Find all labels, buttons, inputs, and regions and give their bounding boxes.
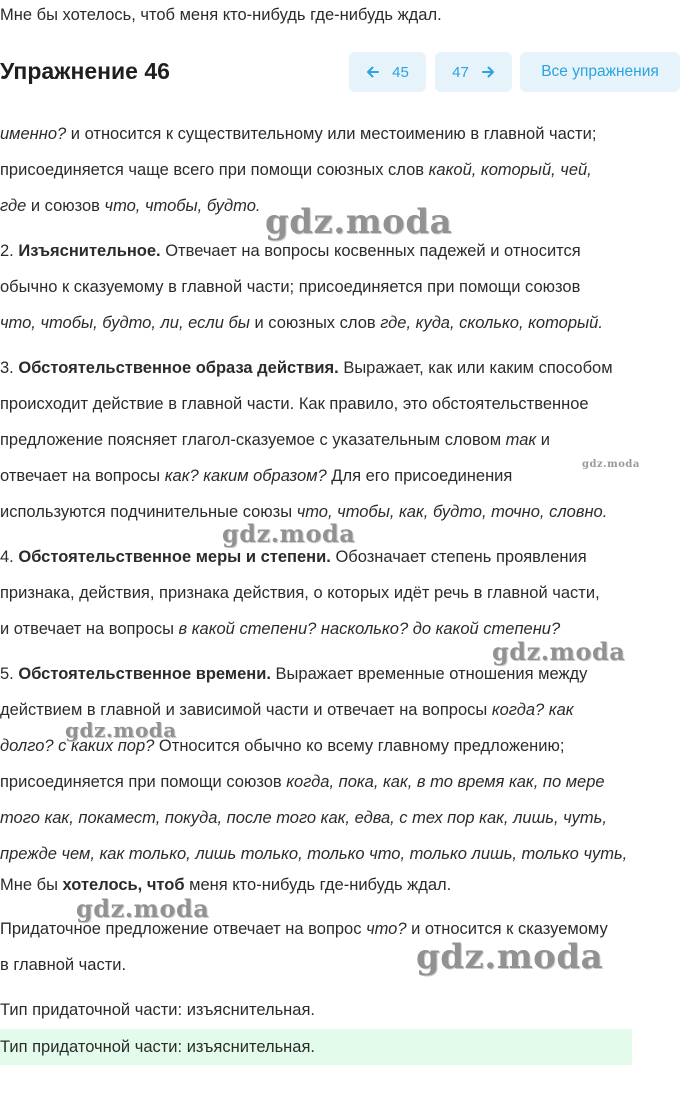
- exercise-header: [0, 50, 680, 96]
- watermark: gdz.moda: [416, 937, 604, 977]
- watermark: gdz.moda: [76, 894, 210, 923]
- text-line: прежде чем, как только, лишь только, только что, только лишь, только чуть,: [0, 845, 628, 863]
- text-line: Придаточное предложение отвечает на вопрос что? и относится к сказуемому: [0, 920, 608, 938]
- page-title: Упражнение 46: [0, 58, 170, 84]
- text-line: и отвечает на вопросы в какой степени? насколько? до какой степени?: [0, 620, 561, 638]
- text-line: используются подчинительные союзы что, чтобы, как, будто, точно, словно.: [0, 503, 608, 521]
- paragraph-3-line: 3. Обстоятельственное образа действия. Выражает, как или каким способом: [0, 359, 613, 377]
- text-line: долго? с каких пор? Относится обычно ко всему главному предложению;: [0, 737, 565, 755]
- arrow-left-icon: [366, 65, 380, 79]
- sentence-heading: Мне бы хотелось, чтоб меня кто-нибудь где-нибудь ждал.: [0, 6, 442, 24]
- answer-type-line: Тип придаточной части: изъяснительная.: [0, 1001, 315, 1019]
- text-line: присоединяется при помощи союзов когда, пока, как, в то время как, по мере: [0, 773, 605, 791]
- next-exercise-button[interactable]: [435, 52, 512, 92]
- arrow-right-icon: [481, 65, 495, 79]
- watermark: gdz.moda: [222, 519, 356, 548]
- prev-exercise-label: 45: [392, 63, 409, 81]
- all-exercises-button[interactable]: [520, 52, 680, 92]
- watermark: gdz.moda: [582, 459, 640, 470]
- answer-type-line-highlighted: Тип придаточной части: изъяснительная.: [0, 1038, 315, 1056]
- answer-sentence: Мне бы хотелось, чтоб меня кто-нибудь где-нибудь ждал.: [0, 876, 452, 894]
- next-exercise-label: 47: [452, 63, 469, 81]
- text-line: того как, покамест, покуда, после того как, едва, с тех пор как, лишь, чуть,: [0, 809, 607, 827]
- text-line: действием в главной и зависимой части и отвечает на вопросы когда? как: [0, 701, 574, 719]
- text-line: что, чтобы, будто, ли, если бы и союзных слов где, куда, сколько, который.: [0, 314, 603, 332]
- clipped-text-line: [0, 103, 680, 113]
- watermark: gdz.moda: [65, 718, 177, 742]
- text-line: обычно к сказуемому в главной части; присоединяется при помощи союзов: [0, 278, 581, 296]
- paragraph-2-line: 2. Изъяснительное. Отвечает на вопросы косвенных падежей и относится: [0, 242, 581, 260]
- text-line: отвечает на вопросы как? каким образом? Для его присоединения: [0, 467, 513, 485]
- paragraph-4-line: 4. Обстоятельственное меры и степени. Обозначает степень проявления: [0, 548, 587, 566]
- text-line: присоединяется чаще всего при помощи союзных слов какой, который, чей,: [0, 161, 592, 179]
- watermark: gdz.moda: [492, 637, 626, 666]
- watermark: gdz.moda: [265, 202, 453, 242]
- text-line: в главной части.: [0, 956, 127, 974]
- text-line: происходит действие в главной части. Как правило, это обстоятельственное: [0, 395, 589, 413]
- prev-exercise-button[interactable]: [349, 52, 426, 92]
- paragraph-5-line: 5. Обстоятельственное времени. Выражает временные отношения между: [0, 665, 588, 683]
- all-exercises-label: Все упражнения: [541, 63, 659, 80]
- text-line: где и союзов что, чтобы, будто.: [0, 197, 261, 215]
- text-line: именно? и относится к существительному или местоимению в главной части;: [0, 125, 597, 143]
- text-line: предложение поясняет глагол-сказуемое с указательным словом так и: [0, 431, 550, 449]
- text-line: признака, действия, признака действия, о которых идёт речь в главной части,: [0, 584, 600, 602]
